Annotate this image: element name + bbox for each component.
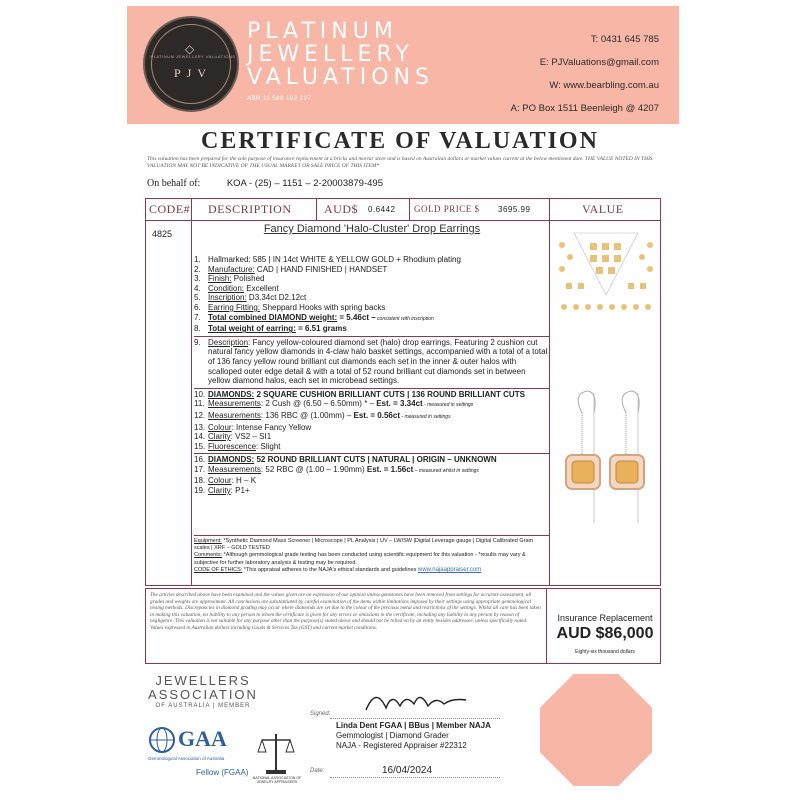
equipment-line: Equipment: *Synthetic Diamond Mass Screener | Microscope | PL Analysis | UV – LW/SW |Digital Leverage gauge | Digital Calibrated Gram scales | XRF – GOLD TESTED [194,538,534,552]
table-header [146,199,660,221]
date-label: Date: [310,768,325,774]
grader-title: Gemmologist | Diamond Grader [336,731,449,740]
disclaimer-divider [546,589,547,663]
earrings-photo [566,391,644,523]
col-divider-gold [409,199,410,221]
valuation-date: 16/04/2024 [382,765,433,776]
valuation-table [145,198,661,586]
header-aud-label: AUD$ [324,202,358,216]
logo-ring [151,24,231,104]
company-name-line3: VALUATIONS [247,65,434,90]
signed-label: Signed: [310,711,331,717]
list-item: 14. Clarity: VS2 – SI1 [194,432,272,442]
list-item: 3. Finish: Polished [194,274,265,284]
list-item: 10. DIAMONDS: 2 SQUARE CUSHION BRILLIANT CUTS | 136 ROUND BRILLIANT CUTS [194,388,549,400]
signature-line [330,718,500,719]
col-divider-aud [316,199,317,221]
on-behalf-of [147,178,383,189]
list-item: 12. Measurements: 136 RBC @ (1.00mm) – Est. = 0.56ct - measured in settings [194,410,451,420]
list-item: 5. Inscription: D3.34ct D2.12ct [194,293,307,303]
col-divider-value [549,199,550,585]
grader-details [336,721,491,751]
date-line [330,777,500,778]
header-value: VALUE [582,202,624,216]
grader-name: Linda Dent FGAA | BBus | Member NAJA [336,721,491,730]
list-item: 4. Condition: Excellent [194,283,279,293]
list-item: 18. Colour: H – K [194,476,257,486]
naja-name: NATIONAL ASSOCIATION OF JEWELRY APPRAISERS [252,776,302,784]
contact-web: W: www.bearbling.com.au [549,80,659,91]
equipment-notes [194,535,549,574]
grader-registration: NAJA - Registered Appraiser #22312 [336,741,467,750]
list-item: 15. Fluorescence: Slight [194,441,281,451]
insurance-label: Insurance Replacement [557,613,653,623]
list-item: 19. Clarity: P1+ [194,486,250,496]
list-item: 6. Earring Fitting: Sheppard Hooks with spring backs [194,302,386,312]
item-code: 4825 [152,229,173,239]
header-gold-label: GOLD PRICE $ [414,204,480,214]
gaa-logo-text: GAA [178,726,227,751]
list-item: 11. Measurements: 2 Cush @ (6.50 – 6.50mm) * – Est. = 3.34ct - measured in settings [194,399,474,409]
disclaimer-text: The articles described above have been examined and the values given are an expression of our opinion unless gemstones have been removed from settings for accurate assessment, all grades and weights are approximate. All conclusions are substantiated by careful examination of the items within limitations imposed by their settings using appropriate gemmological testing methods. Discrepancies in diamond grading may occur where diamonds are set due to the colour of the precious metal and restrictions of the settings. Whilst all care has been taken in making this valuation, no liability to any person to whom the certificate is given for any errors or omissions in the certificate, including any liability to any person by reason of negligence. This valuation is not suitable for any purpose other than the purpose(s) stated above and should not be relied on by an entity besides addressee, unless specifically noted. Values expressed in Australian dollars including Goods & Services Tax (GST) and current market conditions. [150,592,541,631]
insurance-value-words: Eighty-six thousand dollars [575,649,635,655]
contact-details [511,28,659,120]
contact-email: E: PJValuations@gmail.com [539,57,659,68]
list-item: 7. Total combined DIAMOND weight: = 5.46ct – consistent with inscription [194,312,434,322]
gaa-full-name: Gemmological Association of Australia [148,756,225,761]
preamble-text: This valuation has been prepared for the sole purpose of insurance replacement at a bricks and mortar store and is based on Australian dollars or market values current at the below mentioned date. THE VALUE NOTED IN THIS VALUATION MAY NOT BE INDICATIVE OF THE USUAL MARKET OR SALE PRICE OF THIS ITEM* [147,156,653,169]
col-divider-code [191,199,192,585]
list-item: 16. DIAMONDS: 52 ROUND BRILLIANT CUTS | NATURAL | ORIGIN – UNKNOWN [194,453,549,465]
header-gold-value: 3695.99 [498,205,531,214]
jaa-member-logo: JEWELLERS ASSOCIATION OF AUSTRALIA | MEMBER [148,673,258,709]
header-banner [127,6,679,124]
header-description: DESCRIPTION [208,202,292,216]
list-item: 9. Description: Fancy yellow-coloured diamond set (halo) drop earrings. Featuring 2 cushion cut natural fancy yellow diamonds in 4-claw halo basket settings, accompanied with a total of a total of 136 fancy yellow round brilliant cut diamonds each set in the inner & outer halos with scalloped outer edge detail & with a total of 52 round brilliant cut diamonds set in between yellow diamond halos, each set in microbead settings. [194,337,548,386]
header-aud-value: 0.6442 [368,205,396,214]
list-item: 2. Manufacture: CAD | HAND FINISHED | HANDSET [194,264,388,274]
contact-phone: T: 0431 645 785 [590,34,659,45]
naja-link[interactable]: www.najaappraiser.com [417,566,482,573]
comments-line: Comments: *Although gemmological grade testing has been conducted using scientific equipment for this valuation - *results may vary & subjective for further laboratory analysis & testing may be required. [194,552,526,566]
list-item: 17. Measurements: 52 RBC @ (1.00 – 1.90mm) Est. = 1.56ct – measured whilst in settings [194,464,479,474]
insurance-value: AUD $86,000 [556,625,654,642]
ethics-line: CODE OF ETHICS: *This appraisal adheres to the NAJA's ethical standards and guidelines www.najaappraiser.com [194,566,482,573]
header-code: CODE# [149,202,191,216]
item-title: Fancy Diamond 'Halo-Cluster' Drop Earrings [263,223,481,235]
on-behalf-label: On behalf of: [147,178,201,189]
list-item: 8. Total weight of earring: = 6.51 grams [194,324,347,334]
company-name-line1: PLATINUM [247,19,398,44]
logo-arc-text: PLATINUM JEWELLERY VALUATIONS [150,54,236,59]
diamond-icon: ◇ [185,42,195,56]
company-name-line2: JEWELLERY [247,42,414,67]
contact-address: A: PO Box 1511 Beenleigh @ 4207 [510,103,659,114]
certificate-title: CERTIFICATE OF VALUATION [201,128,599,154]
list-item: 13. Colour: Intense Fancy Yellow [194,422,312,432]
list-item: 1. Hallmarked: 585 | IN 14ct WHITE & YELLOW GOLD + Rhodium plating [194,255,461,264]
description-list [194,255,549,496]
disclaimer-box [145,588,661,664]
company-logo [143,16,239,112]
reference-number: KOA - (25) – 1151 – 2-20003879-495 [226,178,383,189]
diamond-diagram-image [559,233,653,310]
company-name [247,20,434,89]
gaa-fellow: Fellow (FGAA) [196,768,249,777]
signature-image [356,680,476,720]
naja-scales-icon [256,730,296,776]
logo-monogram: PJV [173,66,212,80]
abn-number: ABN 11 588 192 127 [247,96,312,102]
